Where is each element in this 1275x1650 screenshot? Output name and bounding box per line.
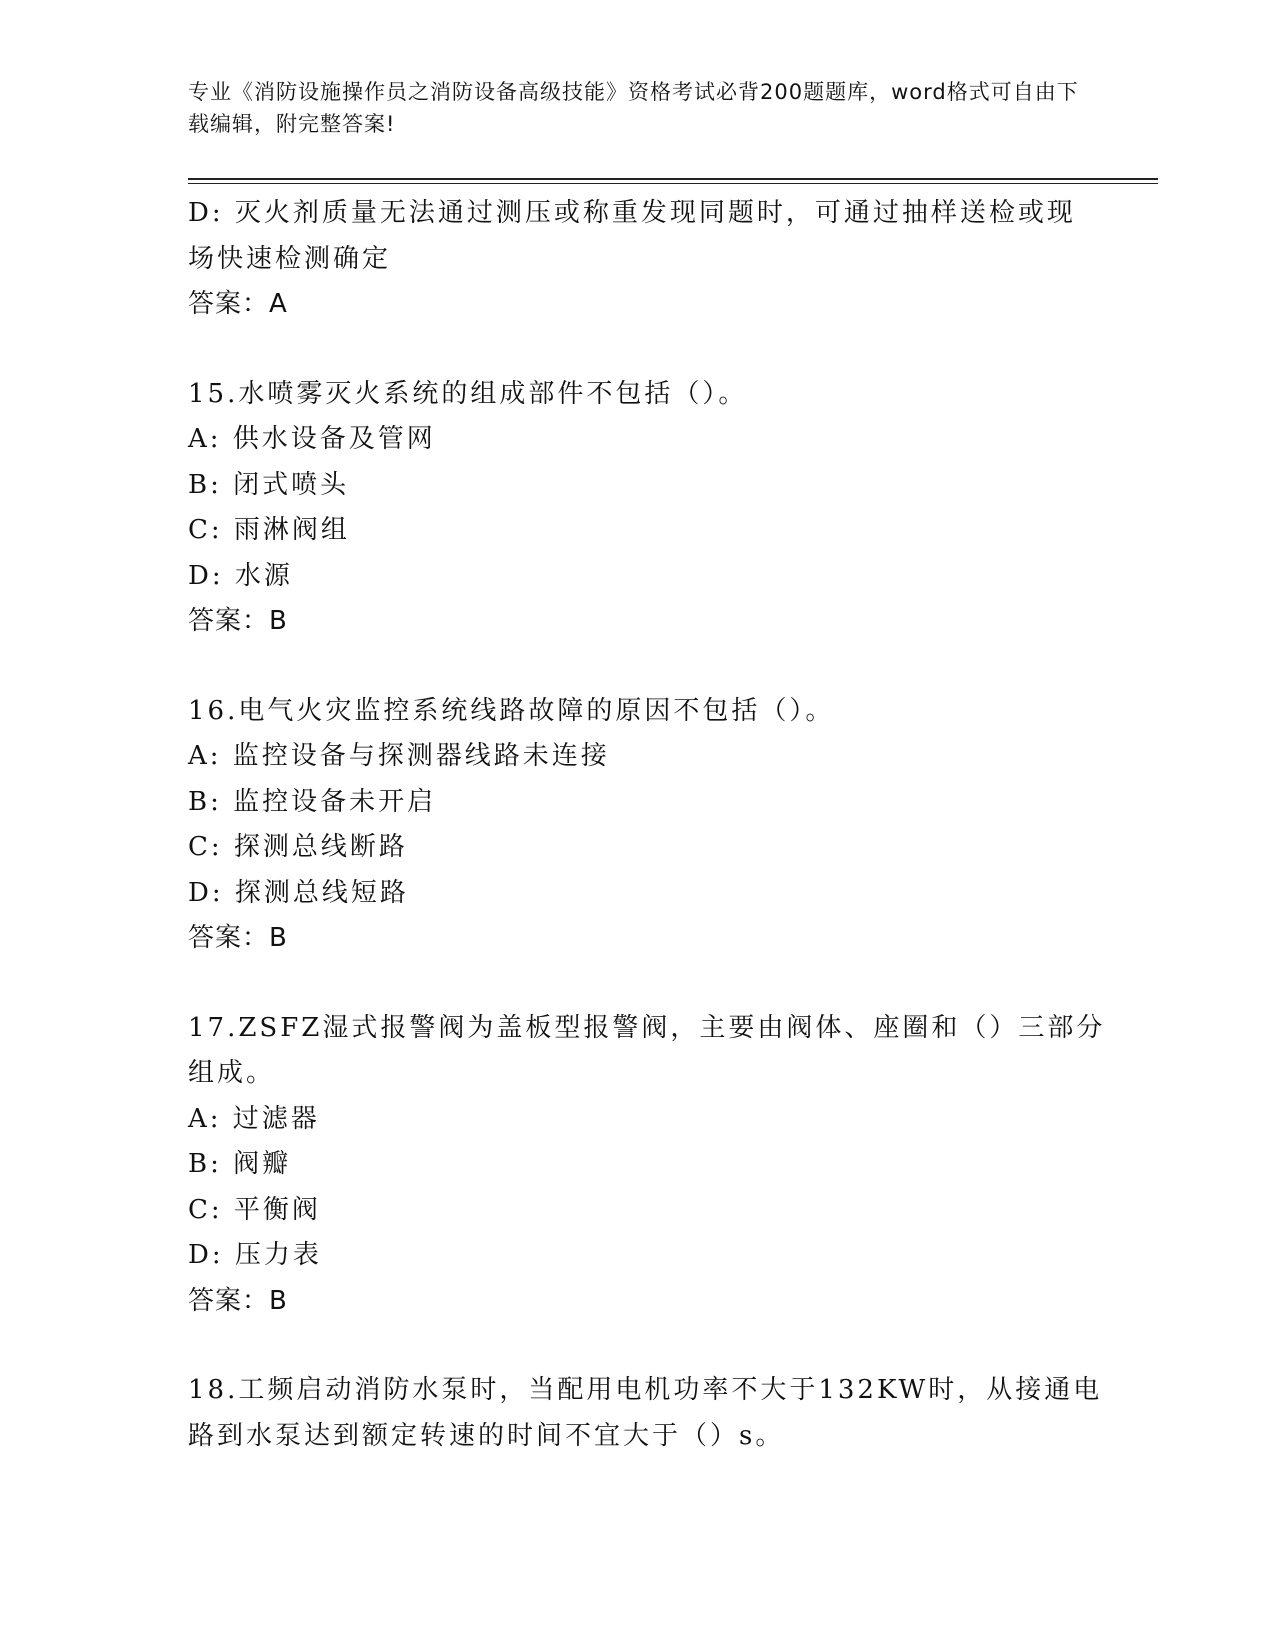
option-d: D: 压力表 [188,1240,322,1270]
option-c: C: 雨淋阀组 [188,515,350,545]
option-d-continued: 场快速检测确定 [188,243,392,274]
option-a: A: 供水设备及管网 [188,424,436,454]
spacer [188,645,1088,689]
question-18 [188,1368,1103,1459]
question-stem-continued: 组成。 [188,1058,276,1088]
spacer [188,1324,1088,1368]
question-17 [188,1006,1106,1325]
answer: 答案：B [188,606,288,636]
option-b: B: 阀瓣 [188,1149,292,1179]
option-a: A: 监控设备与探测器线路未连接 [188,741,610,771]
question-16 [188,689,1088,962]
answer: 答案：B [188,1285,288,1316]
question-content [188,191,1106,1459]
spacer [188,962,1088,1006]
option-b: B: 监控设备未开启 [188,786,437,817]
option-b: B: 闭式喷头 [188,469,350,500]
option-c: C: 探测总线断路 [188,832,408,862]
option-c: C: 平衡阀 [188,1194,321,1225]
option-d: D: 探测总线短路 [188,877,409,908]
header-rule-thick [188,178,1158,180]
option-d: D: 水源 [188,560,293,591]
option-d: D: 灭火剂质量无法通过测压或称重发现同题时，可通过抽样送检或现 [188,198,1076,228]
question-stem: 16.电气火灾监控系统线路故障的原因不包括（）。 [188,695,835,726]
document-header: 专业《消防设施操作员之消防设备高级技能》资格考试必背200题题库，word格式可自由下载编辑，附完整答案! [188,80,1079,136]
question-14-tail [188,191,1088,328]
option-a: A: 过滤器 [188,1103,320,1134]
question-15 [188,372,1088,645]
answer: 答案：B [188,923,288,953]
question-stem-continued: 路到水泵达到额定转速的时间不宜大于（）s。 [188,1420,785,1451]
question-stem: 17.ZSFZ湿式报警阀为盖板型报警阀，主要由阀体、座圈和（）三部分 [188,1012,1106,1043]
question-stem: 18.工频启动消防水泵时，当配用电机功率不大于132KW时，从接通电 [188,1375,1103,1405]
question-stem: 15.水喷雾灭火系统的组成部件不包括（）。 [188,378,748,409]
header-rule-thin [188,183,1158,184]
spacer [188,328,1088,372]
answer: 答案：A [188,289,288,319]
